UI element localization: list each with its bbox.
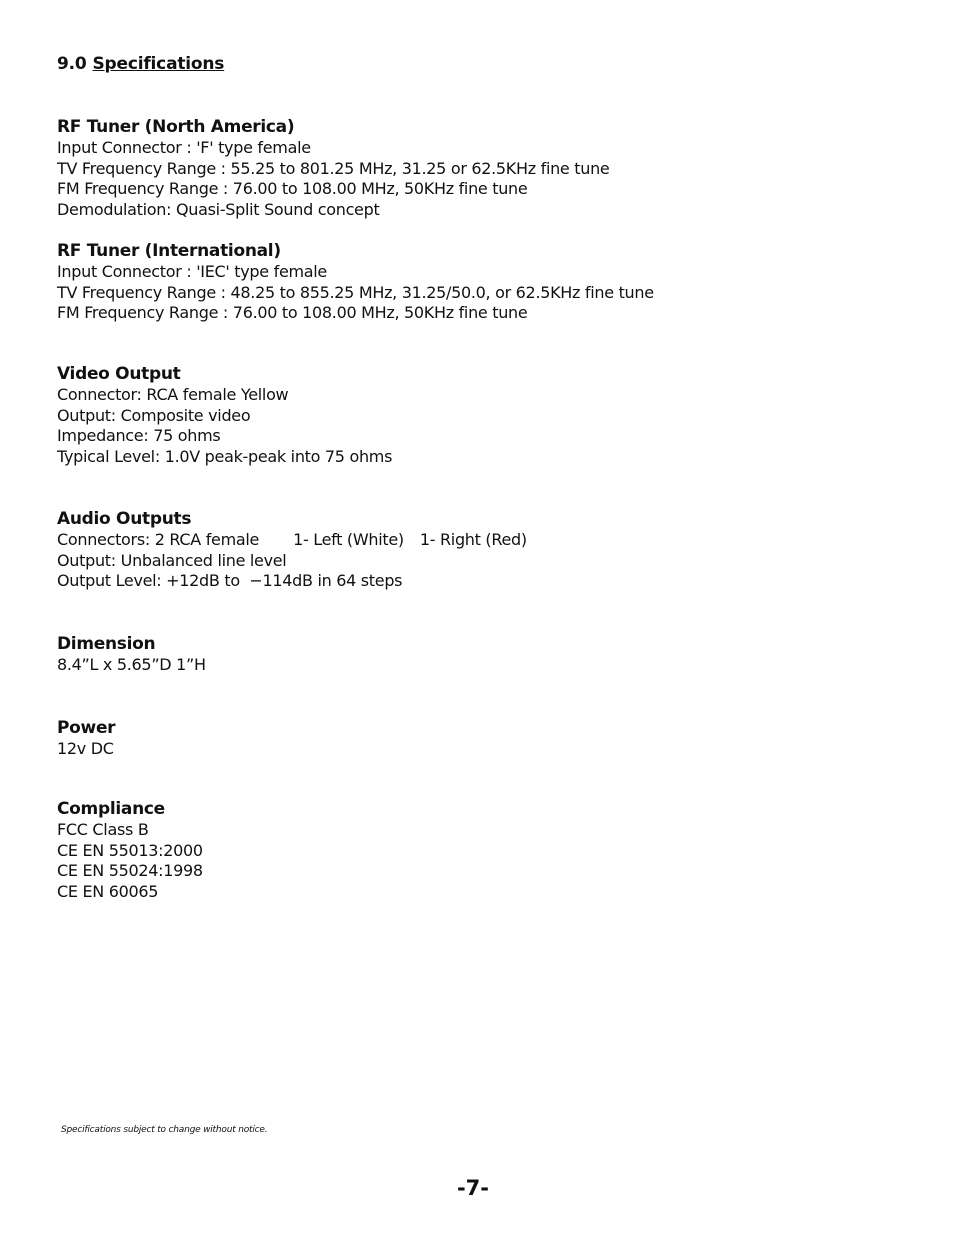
spec-line: CE EN 55013:2000 [57, 840, 203, 860]
compliance-section [57, 799, 203, 903]
spec-line: Demodulation: Quasi-Split Sound concept [57, 200, 380, 220]
spec-line: Input Connector : 'IEC' type female [57, 262, 327, 281]
dimension-section [57, 634, 206, 676]
spec-line: 12v DC [57, 739, 114, 758]
spec-line: Input Connector : 'F' type female [57, 138, 311, 157]
footnote: Specifications subject to change without notice. [61, 1125, 268, 1135]
spec-line: CE EN 55024:1998 [57, 861, 203, 881]
dimension-title: Dimension [57, 634, 156, 654]
spec-line: CE EN 60065 [57, 882, 159, 902]
spec-line: FM Frequency Range : 76.00 to 108.00 MHz, 50KHz fine tune [57, 179, 528, 199]
spec-line: 8.4”L x 5.65”D 1”H [57, 655, 206, 674]
spec-line: Impedance: 75 ohms [57, 426, 221, 446]
spec-line: TV Frequency Range : 48.25 to 855.25 MHz, 31.25/50.0, or 62.5KHz fine tune [57, 282, 654, 302]
section-title: Specifications [92, 54, 225, 74]
audio-connectors-line [57, 530, 527, 551]
video-output-title: Video Output [57, 364, 181, 384]
rf-tuner-north-america-section [57, 117, 609, 221]
audio-outputs-title: Audio Outputs [57, 509, 192, 529]
spec-line: Output Level: +12dB to −114dB in 64 steps [57, 571, 403, 591]
rf-tuner-international-title: RF Tuner (International) [57, 241, 281, 261]
spec-line: Output: Composite video [57, 405, 251, 425]
spec-line: Typical Level: 1.0V peak-peak into 75 ohms [57, 447, 393, 467]
rf-tuner-north-america-title: RF Tuner (North America) [57, 117, 295, 137]
audio-outputs-section [57, 509, 527, 592]
audio-left: 1- Left (White) [293, 530, 404, 549]
spec-line: Output: Unbalanced line level [57, 550, 287, 570]
video-output-section [57, 364, 392, 468]
section-number: 9.0 [57, 54, 87, 74]
spec-line: FCC Class B [57, 820, 149, 839]
power-title: Power [57, 718, 116, 738]
spec-line: Connector: RCA female Yellow [57, 385, 289, 404]
page-number: -7- [456, 1176, 490, 1200]
page-title [57, 54, 224, 74]
audio-right: 1- Right (Red) [419, 530, 527, 549]
rf-tuner-international-section [57, 241, 654, 324]
spec-line: TV Frequency Range : 55.25 to 801.25 MHz, 31.25 or 62.5KHz fine tune [57, 158, 610, 178]
audio-connectors: Connectors: 2 RCA female [57, 530, 260, 549]
spec-line: FM Frequency Range : 76.00 to 108.00 MHz, 50KHz fine tune [57, 303, 528, 323]
power-section [57, 718, 115, 760]
compliance-title: Compliance [57, 799, 165, 819]
